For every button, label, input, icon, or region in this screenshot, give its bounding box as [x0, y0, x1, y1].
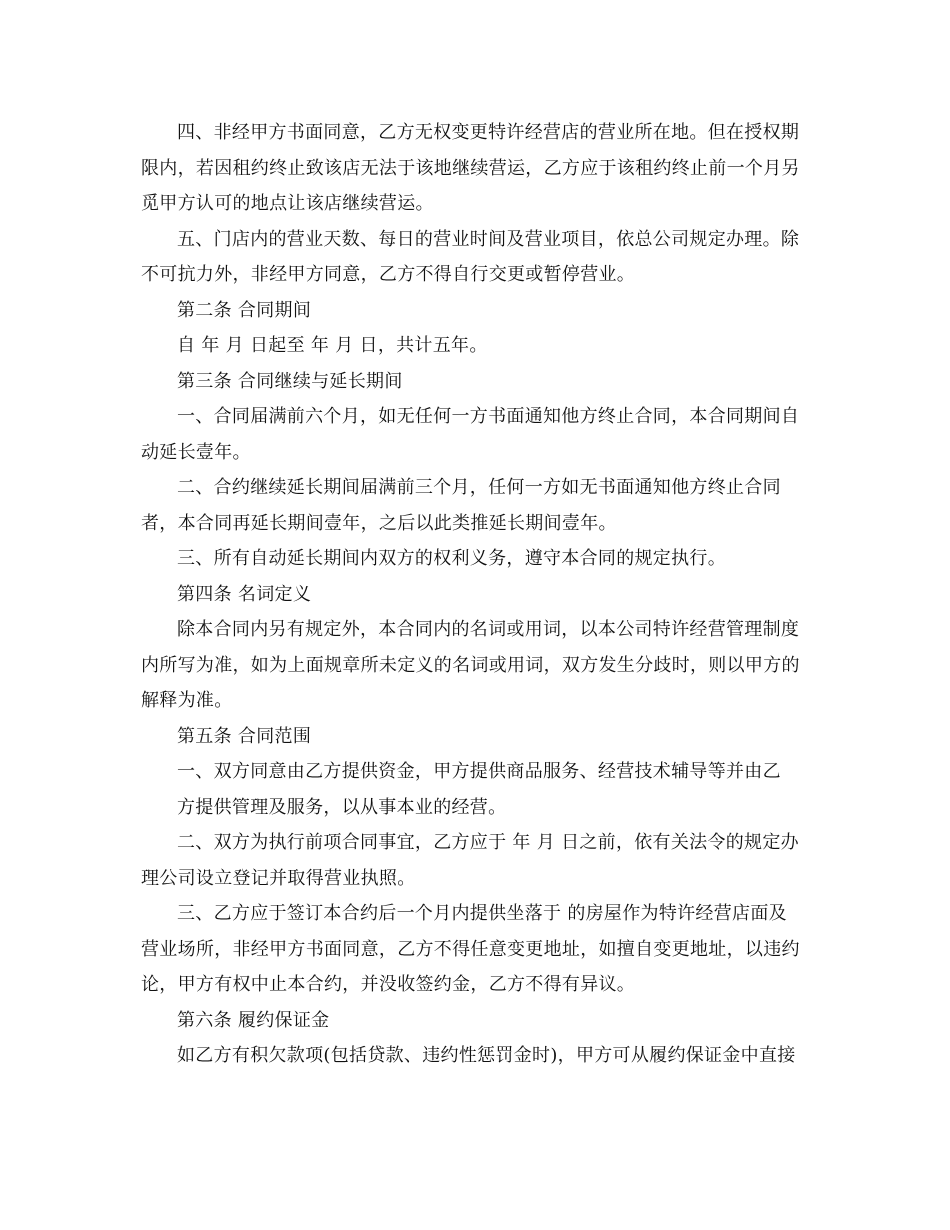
text-line: 方提供管理及服务，以从事本业的经营。 [177, 796, 507, 818]
paragraph-article3-clause3 [141, 541, 811, 577]
text-line: 第五条 合同范围 [177, 725, 312, 747]
paragraph-definitions [141, 612, 811, 719]
text-line: 内所写为准，如为上面规章所未定义的名词或用词，双方发生分歧时，则以甲方的 [141, 654, 800, 676]
text-line: 第三条 合同继续与延长期间 [177, 370, 403, 392]
paragraph-article5-clause1 [141, 754, 811, 790]
paragraph-article1-clause5 [141, 222, 811, 293]
text-line: 四、非经甲方书面同意，乙方无权变更特许经营店的营业所在地。但在授权期 [177, 122, 800, 143]
text-line: 营业场所，非经甲方书面同意，乙方不得任意变更地址，如擅自变更地址，以违约 [141, 938, 800, 960]
article-heading-2 [141, 293, 811, 329]
article-heading-3 [141, 364, 811, 400]
text-line: 第四条 名词定义 [177, 583, 312, 605]
text-line: 一、合同届满前六个月，如无任何一方书面通知他方终止合同，本合同期间自 [177, 406, 800, 427]
text-line: 论，甲方有权中止本合约，并没收签约金，乙方不得有异议。 [141, 974, 636, 995]
text-line: 者，本合同再延长期间壹年，之后以此类推延长期间壹年。 [141, 512, 617, 534]
article-heading-4 [141, 577, 811, 613]
text-line: 解释为准。 [141, 690, 233, 711]
text-line: 第六条 履约保证金 [177, 1009, 330, 1031]
text-line: 除本合同内另有规定外，本合同内的名词或用词，以本公司特许经营管理制度 [177, 619, 800, 640]
article-heading-6 [141, 1003, 811, 1039]
text-line: 三、乙方应于签订本合约后一个月内提供坐落于 的房屋作为特许经营店面及 [177, 903, 787, 924]
text-line: 如乙方有积欠款项(包括贷款、违约性惩罚金时)，甲方可从履约保证金中直接 [177, 1045, 796, 1066]
document-body [141, 115, 811, 1074]
paragraph-article1-clause4 [141, 115, 811, 222]
text-line: 自 年 月 日起至 年 月 日，共计五年。 [177, 335, 488, 356]
paragraph-performance-bond [141, 1038, 811, 1074]
text-line: 理公司设立登记并取得营业执照。 [141, 867, 416, 889]
text-line: 一、双方同意由乙方提供资金，甲方提供商品服务、经营技术辅导等并由乙 [177, 761, 781, 782]
text-line: 限内，若因租约终止致该店无法于该地继续营运，乙方应于该租约终止前一个月另 [141, 157, 800, 179]
text-line: 二、双方为执行前项合同事宜，乙方应于 年 月 日之前，依有关法令的规定办 [177, 832, 799, 853]
text-line: 第二条 合同期间 [177, 299, 312, 321]
text-line: 五、门店内的营业天数、每日的营业时间及营业项目，依总公司规定办理。除 [177, 228, 800, 250]
paragraph-article5-clause3 [141, 896, 811, 1003]
paragraph-contract-period [141, 328, 811, 364]
text-line: 不可抗力外，非经甲方同意，乙方不得自行交更或暂停营业。 [141, 264, 636, 285]
paragraph-article5-clause2 [141, 825, 811, 896]
text-line: 二、合约继续延长期间届满前三个月，任何一方如无书面通知他方终止合同 [177, 477, 781, 498]
paragraph-article3-clause1 [141, 399, 811, 470]
text-line: 三、所有自动延长期间内双方的权利义务，遵守本合同的规定执行。 [177, 548, 726, 569]
text-line: 觅甲方认可的地点让该店继续营运。 [141, 193, 434, 214]
paragraph-article5-clause1-cont [141, 790, 811, 826]
paragraph-article3-clause2 [141, 470, 811, 541]
article-heading-5 [141, 719, 811, 755]
text-line: 动延长壹年。 [141, 441, 251, 463]
